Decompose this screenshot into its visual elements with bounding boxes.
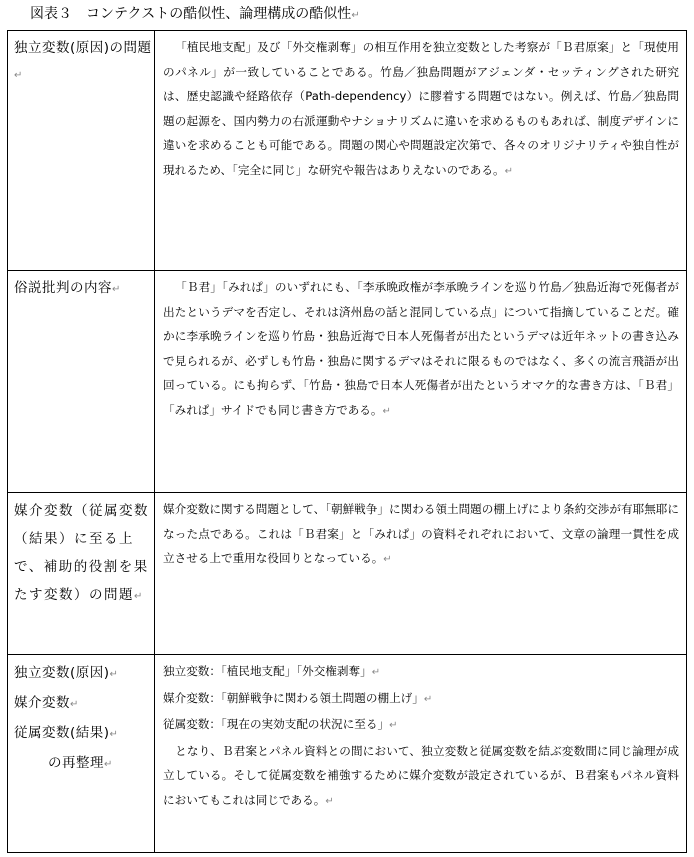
row-label xyxy=(8,655,155,853)
row-description xyxy=(155,31,687,271)
row-label-line: 従属変数(結果) xyxy=(14,725,110,741)
row-label-text: 俗説批判の内容 xyxy=(14,280,112,296)
row-label xyxy=(8,31,155,271)
row-description-text: 「植民地支配」及び「外交権剥奪」の相互作用を独立変数とした考察が「Ｂ君原案」と「現使用のパネル」が一致していることである。竹島／独島問題がアジェンダ・セッティングされた研究は、歴史認識や経路依存（Path-dependency）に膠着する問題ではない。例えば、竹島／独島問題の起源を、国内勢力の右派運動やナショナリズムに違いを求めるものもあれば、制度デザインに違いを求めることも可能である。問題の関心や問題設定次第で、各々のオリジナリティや独自性が現れるため、「完全に同じ」な研究や報告はありえないのである。 xyxy=(163,40,679,177)
paragraph-mark-icon: ↵ xyxy=(134,591,144,602)
paragraph-mark-icon: ↵ xyxy=(112,284,121,295)
row-description xyxy=(155,493,687,655)
paragraph-mark-icon: ↵ xyxy=(325,795,334,807)
row-description xyxy=(155,271,687,493)
paragraph-mark-icon: ↵ xyxy=(371,667,381,678)
row-label-text: 媒介変数（従属変数（結果）に至る上で、補助的役割を果たす変数）の問題 xyxy=(14,503,149,603)
table-row xyxy=(8,271,687,493)
row-label-line: 媒介変数 xyxy=(14,695,70,711)
paragraph-mark-icon: ↵ xyxy=(389,720,398,732)
comparison-table xyxy=(7,30,687,853)
row-label xyxy=(8,493,155,655)
paragraph-mark-icon: ↵ xyxy=(14,70,23,81)
row-label-text: 独立変数(原因)の問題 xyxy=(14,40,152,56)
variable-item: 媒介変数：「朝鮮戦争に関わる領土問題の棚上げ」 xyxy=(163,690,424,705)
table-row xyxy=(8,655,687,853)
variable-item: 従属変数：「現在の実効支配の状況に至る」 xyxy=(163,717,390,732)
row-label xyxy=(8,271,155,493)
row-description-text: 「Ｂ君」「みれぱ」のいずれにも、「李承晩政権が李承晩ラインを巡り竹島／独島近海で死傷者が出たというデマを否定し、それは済州島の話と混同している点」について指摘していることだ。確かに李承晩ラインを巡り竹島・独島近海で日本人死傷者が出たというデマは近年ネットの書き込みで見られるが、必ずしも竹島・独島に関するデマはそれに限るものではなく、多くの流言飛語が出回っている。にも拘らず、「竹島・独島で日本人死傷者が出たというオマケ的な書き方は、「Ｂ君」「みれぱ」サイドでも同じ書き方である。 xyxy=(163,280,679,417)
row-label-line: 独立変数(原因) xyxy=(14,665,110,681)
paragraph-mark-icon: ↵ xyxy=(109,669,119,680)
row-description xyxy=(155,655,687,853)
figure-title-text: 図表３ コンテクストの酷似性、論理構成の酷似性 xyxy=(30,6,352,22)
paragraph-mark-icon: ↵ xyxy=(382,405,391,417)
paragraph-mark-icon: ↵ xyxy=(351,10,360,21)
paragraph-mark-icon: ↵ xyxy=(104,759,113,770)
paragraph-mark-icon: ↵ xyxy=(504,165,513,177)
figure-title xyxy=(30,4,360,26)
row-description-text: となり、Ｂ君案とパネル資料との間において、独立変数と従属変数を結ぶ変数間に同じ論理が成立している。そして従属変数を補強するために媒介変数が設定されているが、Ｂ君案もパネル資料においてもこれは同じである。 xyxy=(163,743,679,807)
paragraph-mark-icon: ↵ xyxy=(109,729,119,740)
row-label-line: の再整理 xyxy=(48,755,104,771)
paragraph-mark-icon: ↵ xyxy=(70,699,79,710)
table-row xyxy=(8,493,687,655)
table-row xyxy=(8,31,687,271)
paragraph-mark-icon: ↵ xyxy=(383,554,392,566)
variable-item: 独立変数：「植民地支配」「外交権剥奪」 xyxy=(163,664,372,678)
paragraph-mark-icon: ↵ xyxy=(423,693,433,705)
row-description-text: 媒介変数に関する問題として、「朝鮮戦争」に関わる領土問題の棚上げにより条約交渉が有耶無耶になった点である。これは「Ｂ君案」と「みれぱ」の資料それぞれにおいて、文章の論理一貫性を成立させる上で重用な役回りとなっている。 xyxy=(163,502,679,566)
